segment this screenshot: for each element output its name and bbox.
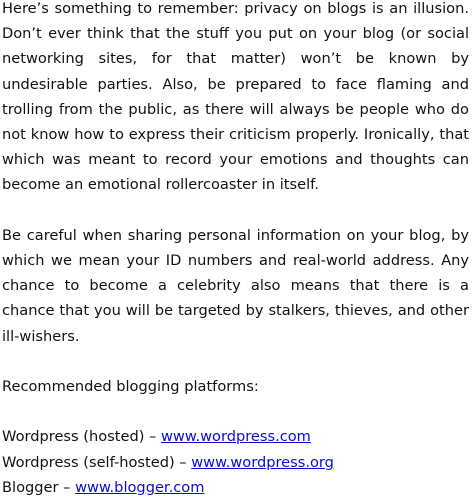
platform-label: Wordpress (hosted) – bbox=[2, 428, 161, 446]
wordpress-com-link[interactable]: www.wordpress.com bbox=[160, 428, 311, 446]
platform-item-wordpress-hosted bbox=[2, 424, 469, 449]
personal-info-paragraph: Be careful when sharing personal information on your blog, by which we mean your ID numbers and real-world address. Any chance to become a celebrity also means that there is a chance that you will be targeted by stalkers, thieves, and other ill-wishers. bbox=[2, 226, 469, 345]
paragraph-spacer bbox=[2, 399, 469, 424]
paragraph-spacer bbox=[2, 198, 469, 223]
platform-item-blogger bbox=[2, 475, 469, 500]
blogger-link[interactable]: www.blogger.com bbox=[75, 478, 205, 496]
platform-item-wordpress-self-hosted bbox=[2, 450, 469, 475]
paragraph-spacer bbox=[2, 349, 469, 374]
wordpress-org-link[interactable]: www.wordpress.org bbox=[191, 453, 334, 471]
platform-label: Wordpress (self-hosted) – bbox=[2, 453, 192, 471]
platform-label: Blogger – bbox=[2, 478, 76, 496]
privacy-paragraph: Here’s something to remember: privacy on blogs is an illusion. Don’t ever think that the stuff you put on your blog (or social networking sites, for that matter) won’t be known by undesirable parties. Also, be prepared to face flaming and trolling from the public, as there will always be people who do not know how to express their criticism properly. Ironically, that which was meant to record your emotions and thoughts can become an emotional rollercoaster in itself. bbox=[2, 0, 469, 194]
platforms-heading: Recommended blogging platforms: bbox=[2, 378, 259, 396]
article-body bbox=[2, 0, 469, 500]
